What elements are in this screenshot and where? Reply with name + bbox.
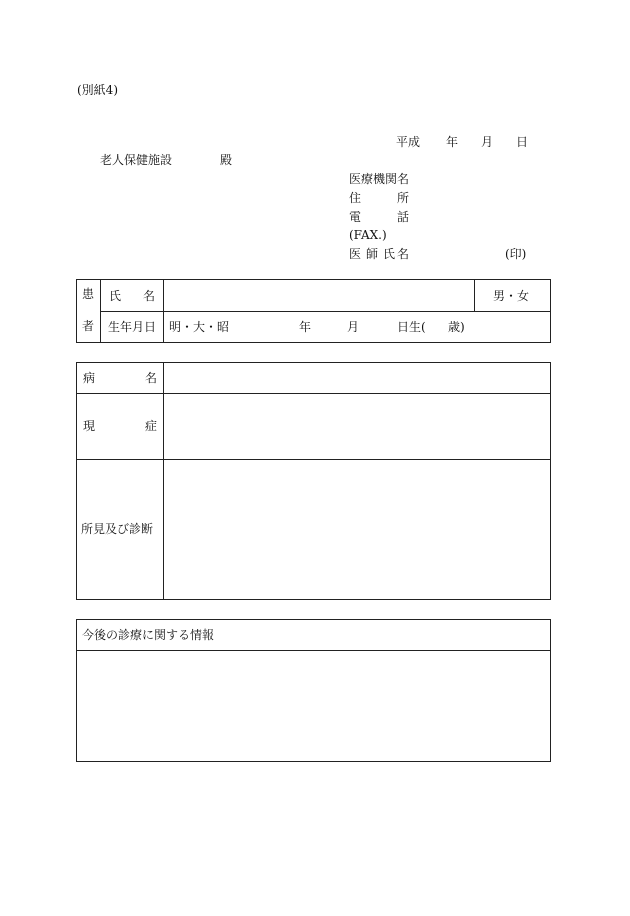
future-info-field[interactable] [78, 652, 549, 760]
phone-label-1: 電 [349, 210, 362, 224]
birthdate-label: 生年月日 [108, 320, 157, 334]
seal-label: (印) [505, 247, 527, 261]
patient-label-2: 者 [82, 319, 95, 333]
disease-label-2: 名 [145, 371, 158, 385]
name-label-2: 名 [143, 289, 156, 303]
doctor-label-2: 師 [366, 247, 379, 261]
date-month-unit: 月 [481, 135, 494, 149]
birth-year-unit: 年 [299, 320, 312, 334]
patient-row-divider [100, 311, 551, 312]
date-era: 平成 [396, 135, 421, 149]
disease-label-1: 病 [83, 371, 96, 385]
age-unit: 歳) [448, 320, 465, 334]
clinical-row-divider-1 [76, 393, 551, 394]
attachment-label: (別紙4) [77, 83, 118, 97]
future-info-title: 今後の診療に関する情報 [82, 628, 215, 642]
doctor-label-1: 医 [349, 247, 362, 261]
symptoms-label-1: 現 [83, 419, 96, 433]
birth-month-unit: 月 [347, 320, 360, 334]
honorific: 殿 [220, 153, 233, 167]
patient-label-1: 患 [82, 287, 95, 301]
symptoms-label-2: 症 [145, 419, 158, 433]
birth-day-unit: 日生( [397, 320, 426, 334]
clinical-col-divider [163, 362, 164, 600]
sex-divider [474, 279, 475, 311]
institution-label: 医療機関名 [349, 172, 410, 186]
sex-options[interactable]: 男・女 [493, 289, 530, 303]
symptoms-field[interactable] [165, 395, 549, 457]
findings-field[interactable] [165, 461, 549, 598]
date-year-unit: 年 [446, 135, 459, 149]
findings-label: 所見及び診断 [81, 522, 154, 536]
address-label-1: 住 [349, 191, 362, 205]
name-label-1: 氏 [109, 289, 122, 303]
patient-name-field[interactable] [165, 281, 472, 309]
fax-label: (FAX.) [349, 228, 387, 242]
era-options[interactable]: 明・大・昭 [169, 320, 230, 334]
address-label-2: 所 [397, 191, 410, 205]
date-day-unit: 日 [516, 135, 529, 149]
doctor-label-3: 氏 [383, 247, 396, 261]
clinical-row-divider-2 [76, 459, 551, 460]
doctor-label-4: 名 [397, 247, 410, 261]
future-info-divider [76, 650, 551, 651]
disease-field[interactable] [165, 364, 549, 391]
addressee: 老人保健施設 [100, 153, 173, 167]
phone-label-2: 話 [397, 210, 410, 224]
